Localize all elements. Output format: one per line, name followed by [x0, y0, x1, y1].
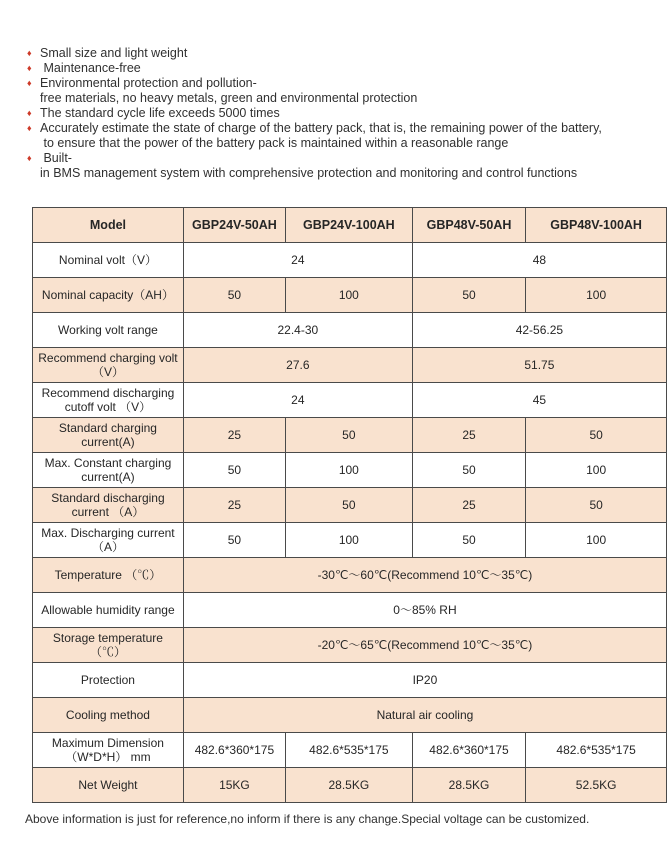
- row-label-line: Temperature （℃）: [54, 568, 162, 582]
- value-cell: 50: [285, 418, 412, 453]
- row-label-cell: [33, 418, 184, 453]
- feature-line: free materials, no heavy metals, green and environmental protection: [40, 91, 418, 105]
- value-cell: 50: [412, 523, 525, 558]
- row-label-line: Nominal volt（V）: [58, 253, 157, 267]
- value-cell: 100: [285, 278, 412, 313]
- value-cell: 25: [412, 418, 525, 453]
- value-cell: 28.5KG: [412, 768, 525, 803]
- value-cell: 50: [183, 453, 285, 488]
- diamond-bullet-icon: ♦: [27, 63, 32, 73]
- row-label-cell: [33, 768, 184, 803]
- row-label-line: current(A): [81, 435, 135, 449]
- header-model-column: GBP48V-100AH: [526, 208, 667, 243]
- row-label-line: current(A): [81, 470, 135, 484]
- feature-text: [40, 151, 671, 181]
- value-cell: 50: [412, 278, 525, 313]
- feature-item: [27, 106, 671, 121]
- row-label-line: Standard charging: [58, 421, 157, 435]
- battery-spec-sheet: [0, 46, 671, 826]
- feature-text: [40, 61, 671, 76]
- spec-row: [33, 628, 667, 663]
- row-label-line: Allowable humidity range: [41, 603, 175, 617]
- spec-row: [33, 593, 667, 628]
- value-cell: 48: [412, 243, 666, 278]
- feature-line: Environmental protection and pollution-: [40, 76, 257, 90]
- diamond-bullet-icon: ♦: [27, 48, 32, 58]
- feature-line: Small size and light weight: [40, 46, 188, 60]
- value-cell: 0～85% RH: [183, 593, 666, 628]
- row-label-line: Storage temperature: [52, 631, 163, 645]
- diamond-bullet-icon: ♦: [27, 123, 32, 133]
- feature-item: [27, 121, 671, 151]
- value-cell: 482.6*535*175: [526, 733, 667, 768]
- diamond-bullet-icon: ♦: [27, 153, 32, 163]
- value-cell: 27.6: [183, 348, 412, 383]
- row-label-cell: [33, 278, 184, 313]
- spec-row: [33, 418, 667, 453]
- row-label-line: Recommend discharging: [41, 386, 175, 400]
- row-label-line: （℃）: [89, 645, 126, 659]
- value-cell: -30℃～60℃(Recommend 10℃～35℃): [183, 558, 666, 593]
- feature-text: [40, 106, 671, 121]
- value-cell: 28.5KG: [285, 768, 412, 803]
- value-cell: 42-56.25: [412, 313, 666, 348]
- row-label-line: （W*D*H） mm: [65, 750, 151, 764]
- feature-item: [27, 151, 671, 181]
- row-label-cell: [33, 558, 184, 593]
- value-cell: 25: [412, 488, 525, 523]
- value-cell: 100: [526, 523, 667, 558]
- feature-item: [27, 61, 671, 76]
- row-label-line: Max. Discharging current: [41, 526, 175, 540]
- spec-row: [33, 768, 667, 803]
- row-label-line: Cooling method: [65, 708, 150, 722]
- value-cell: 482.6*535*175: [285, 733, 412, 768]
- spec-table-body: [33, 243, 667, 803]
- value-cell: 51.75: [412, 348, 666, 383]
- row-label-line: Maximum Dimension: [51, 736, 164, 750]
- value-cell: 50: [526, 418, 667, 453]
- row-label-cell: [33, 663, 184, 698]
- header-model-column: GBP24V-100AH: [285, 208, 412, 243]
- value-cell: 50: [526, 488, 667, 523]
- feature-item: [27, 46, 671, 61]
- value-cell: 24: [183, 383, 412, 418]
- value-cell: 50: [412, 453, 525, 488]
- value-cell: 52.5KG: [526, 768, 667, 803]
- row-label-line: Net Weight: [78, 778, 138, 792]
- feature-text: [40, 121, 671, 151]
- spec-row: [33, 243, 667, 278]
- value-cell: 100: [285, 453, 412, 488]
- row-label-cell: [33, 523, 184, 558]
- row-label-cell: [33, 733, 184, 768]
- row-label-cell: [33, 593, 184, 628]
- diamond-bullet-icon: ♦: [27, 78, 32, 88]
- spec-row: [33, 733, 667, 768]
- spec-row: [33, 663, 667, 698]
- spec-table: [32, 207, 667, 803]
- value-cell: 24: [183, 243, 412, 278]
- diamond-bullet-icon: ♦: [27, 108, 32, 118]
- row-label-cell: [33, 453, 184, 488]
- feature-text: [40, 46, 671, 61]
- spec-row: [33, 453, 667, 488]
- spec-row: [33, 313, 667, 348]
- row-label-line: Standard discharging: [51, 491, 165, 505]
- spec-row: [33, 698, 667, 733]
- spec-row: [33, 278, 667, 313]
- spec-row: [33, 383, 667, 418]
- value-cell: 50: [285, 488, 412, 523]
- row-label-line: Nominal capacity（AH）: [41, 288, 174, 302]
- value-cell: 15KG: [183, 768, 285, 803]
- value-cell: 100: [526, 453, 667, 488]
- feature-item: [27, 76, 671, 106]
- row-label-line: （A）: [91, 540, 124, 554]
- spec-row: [33, 348, 667, 383]
- feature-line: Built-: [40, 151, 72, 165]
- value-cell: 482.6*360*175: [183, 733, 285, 768]
- row-label-line: Recommend charging volt: [38, 351, 178, 365]
- value-cell: 100: [285, 523, 412, 558]
- value-cell: Natural air cooling: [183, 698, 666, 733]
- value-cell: IP20: [183, 663, 666, 698]
- row-label-cell: [33, 348, 184, 383]
- row-label-cell: [33, 698, 184, 733]
- row-label-line: cutoff volt （V）: [64, 400, 152, 414]
- value-cell: 22.4-30: [183, 313, 412, 348]
- feature-text: [40, 76, 671, 106]
- feature-line: to ensure that the power of the battery pack is maintained within a reasonable range: [40, 136, 509, 150]
- row-label-line: current （A）: [71, 505, 145, 519]
- value-cell: 482.6*360*175: [412, 733, 525, 768]
- row-label-cell: [33, 628, 184, 663]
- row-label-line: Protection: [80, 673, 135, 687]
- header-model-cell: Model: [33, 208, 184, 243]
- spec-row: [33, 558, 667, 593]
- feature-list: [27, 46, 671, 181]
- feature-line: in BMS management system with comprehensive protection and monitoring and control functions: [40, 166, 578, 180]
- row-label-line: Max. Constant charging: [44, 456, 172, 470]
- header-model-column: GBP48V-50AH: [412, 208, 525, 243]
- footer-note: Above information is just for reference,no inform if there is any change.Special voltage can be customized.: [25, 812, 590, 826]
- spec-row: [33, 488, 667, 523]
- feature-line: Maintenance-free: [40, 61, 141, 75]
- value-cell: -20℃～65℃(Recommend 10℃～35℃): [183, 628, 666, 663]
- value-cell: 100: [526, 278, 667, 313]
- row-label-cell: [33, 488, 184, 523]
- table-header-row: [33, 208, 667, 243]
- row-label-cell: [33, 313, 184, 348]
- row-label-line: Working volt range: [58, 323, 158, 337]
- header-model-column: GBP24V-50AH: [183, 208, 285, 243]
- value-cell: 50: [183, 278, 285, 313]
- value-cell: 50: [183, 523, 285, 558]
- value-cell: 25: [183, 418, 285, 453]
- spec-row: [33, 523, 667, 558]
- row-label-cell: [33, 383, 184, 418]
- feature-line: Accurately estimate the state of charge of the battery pack, that is, the remaining power of the battery,: [40, 121, 602, 135]
- row-label-cell: [33, 243, 184, 278]
- feature-line: The standard cycle life exceeds 5000 times: [40, 106, 280, 120]
- value-cell: 45: [412, 383, 666, 418]
- value-cell: 25: [183, 488, 285, 523]
- row-label-line: （V）: [91, 365, 124, 379]
